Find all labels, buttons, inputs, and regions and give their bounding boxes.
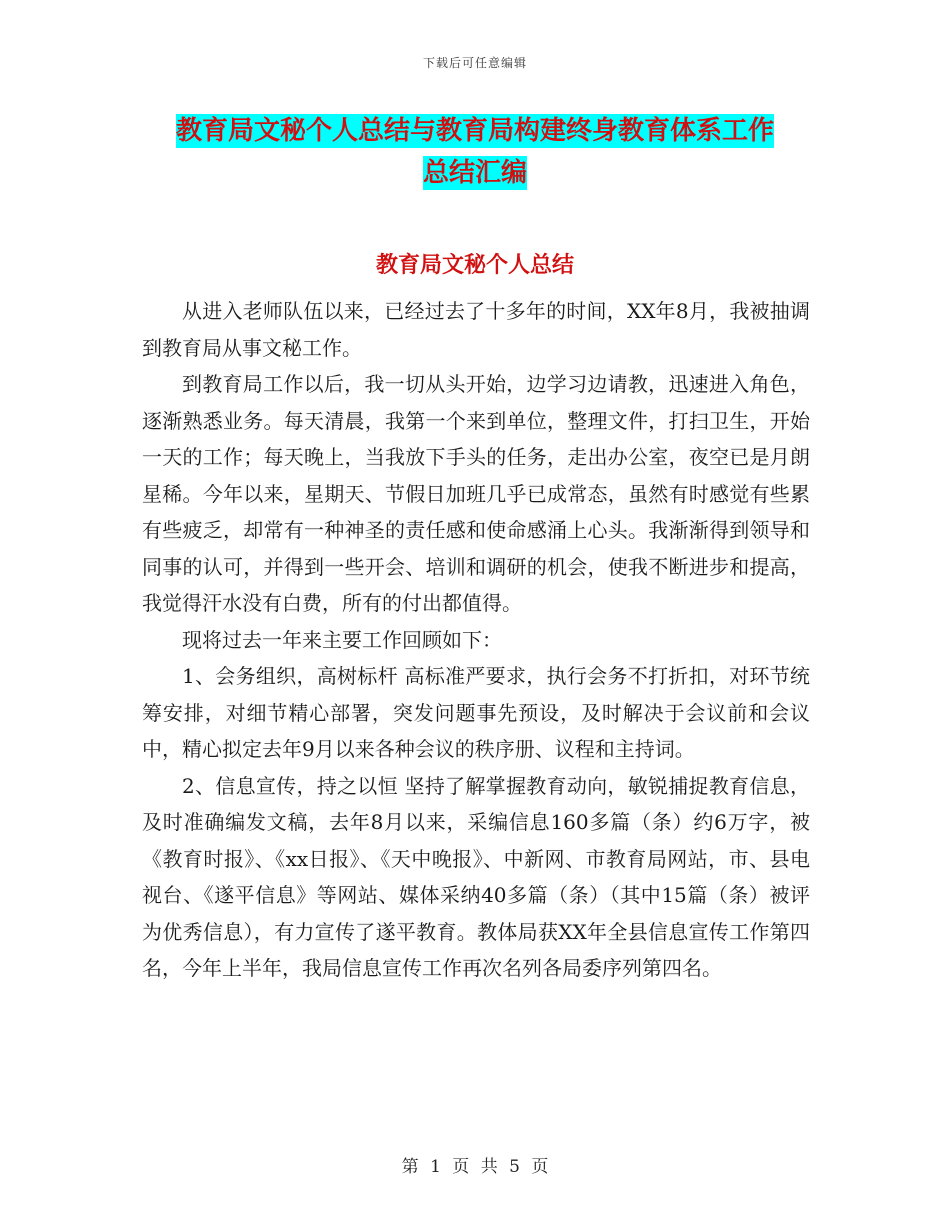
paragraph: 现将过去一年来主要工作回顾如下： [182,627,502,652]
title-line-1: 教育局文秘个人总结与教育局构建终身教育体系工作 [175,116,774,146]
page-indicator: 第 1 页 共 5 页 [401,1157,549,1177]
paragraph: 1、会务组织，高树标杆 高标准严要求，执行会务不打折扣，对环节统筹安排，对细节精心部署，突发问题事先预设，及时解决于会议前和会议中，精心拟定去年9月以来各种会议的秩序册、议程和主持词。 [142,664,810,761]
title-line-2: 总结汇编 [422,158,527,188]
paragraph: 2、信息宣传，持之以恒 坚持了解掌握教育动向，敏锐捕捉教育信息，及时准确编发文稿，去年8月以来，采编信息160多篇（条）约6万字，被《教育时报》、《xx日报》、《天中晚报》、中新网、市教育局网站，市、县电视台、《遂平信息》等网站、媒体采纳40多篇（条）（其中15篇（条）被评为优秀信息），有力宣传了遂平教育。教体局获XX年全县信息宣传工作第四名，今年上半年，我局信息宣传工作再次名列各局委序列第四名。 [142,773,810,980]
paragraph: 到教育局工作以后，我一切从头开始，边学习边请教，迅速进入角色，逐渐熟悉业务。每天清晨，我第一个来到单位，整理文件，打扫卫生，开始一天的工作；每天晚上，当我放下手头的任务，走出办公室，夜空已是月朗星稀。今年以来，星期天、节假日加班几乎已成常态，虽然有时感觉有些累有些疲乏，却常有一种神圣的责任感和使命感涌上心头。我渐渐得到领导和同事的认可，并得到一些开会、培训和调研的机会，使我不断进步和提高，我觉得汗水没有白费，所有的付出都值得。 [142,372,810,615]
section-title: 教育局文秘个人总结 [375,253,574,278]
paragraph: 从进入老师队伍以来，已经过去了十多年的时间，XX年8月，我被抽调到教育局从事文秘工作。 [142,299,810,360]
header-note: 下载后可任意编辑 [422,56,527,70]
body-text [142,293,810,987]
document-title [150,110,800,194]
